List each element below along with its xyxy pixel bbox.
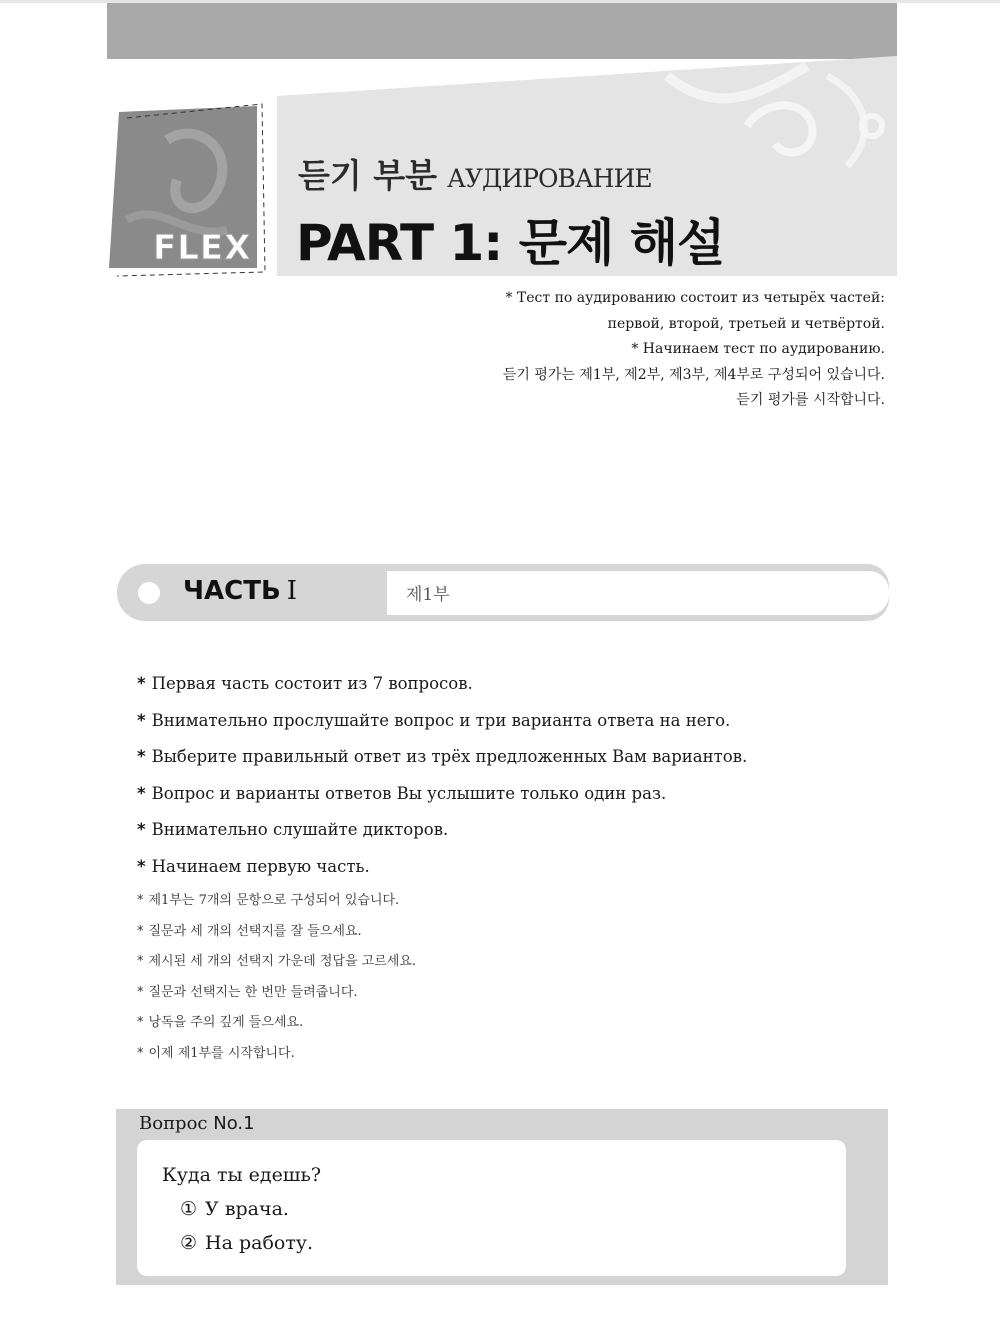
asterisk-icon: * xyxy=(137,954,144,970)
asterisk-icon: * xyxy=(137,893,144,908)
question-label: Вопрос xyxy=(139,1113,208,1134)
option-marker-icon: ② xyxy=(180,1232,198,1254)
option-text: На работу. xyxy=(205,1232,314,1254)
list-item: * Начинаем первую часть. xyxy=(137,856,370,876)
asterisk-icon: * xyxy=(137,1045,144,1061)
asterisk-icon: * xyxy=(137,984,144,1000)
option-marker-icon: ① xyxy=(180,1198,198,1220)
asterisk-icon: * xyxy=(137,923,144,939)
asterisk-icon: * xyxy=(137,856,146,876)
answer-option-1 xyxy=(180,1198,289,1220)
list-item: * 제1부는 7개의 문항으로 구성되어 있습니다. xyxy=(137,893,400,908)
answer-option-2 xyxy=(180,1232,313,1254)
intro-line: 듣기 평가를 시작합니다. xyxy=(736,392,885,408)
list-item: * Внимательно прослушайте вопрос и три варианта ответа на него. xyxy=(137,710,731,730)
section-korean-label: 제1부 xyxy=(406,585,450,605)
asterisk-icon: * xyxy=(137,674,146,693)
list-item: * 제시된 세 개의 선택지 가운데 정답을 고르세요. xyxy=(137,954,417,970)
section-subtitle xyxy=(298,150,652,197)
section-tab xyxy=(387,571,889,615)
subtitle-russian: АУДИРОВАНИЕ xyxy=(447,164,652,193)
header-band xyxy=(107,3,897,59)
list-item: * 질문과 세 개의 선택지를 잘 들으세요. xyxy=(137,923,362,939)
section-label: ЧАСТЬ xyxy=(183,576,281,606)
asterisk-icon: * xyxy=(137,783,146,803)
asterisk-icon: * xyxy=(137,710,146,730)
subtitle-korean: 듣기 부분 xyxy=(298,156,438,195)
asterisk-icon: * xyxy=(137,820,146,839)
question-header xyxy=(139,1113,255,1134)
page-title: PART 1: 문제 해설 xyxy=(296,214,725,272)
list-item: * Внимательно слушайте дикторов. xyxy=(137,820,449,839)
intro-line: 듣기 평가는 제1부, 제2부, 제3부, 제4부로 구성되어 있습니다. xyxy=(502,366,885,383)
list-item: * 질문과 선택지는 한 번만 들려줍니다. xyxy=(137,984,358,1000)
section-roman-numeral: I xyxy=(286,576,298,606)
list-item: * 이제 제1부를 시작합니다. xyxy=(137,1045,295,1061)
section-bullet-icon xyxy=(138,582,160,604)
intro-line: первой, второй, третьей и четвёртой. xyxy=(607,315,885,332)
option-text: У врача. xyxy=(205,1198,289,1220)
intro-line: * Начинаем тест по аудированию. xyxy=(631,341,885,357)
list-item: * Вопрос и варианты ответов Вы услышите только один раз. xyxy=(137,783,667,803)
flex-logo-text: FLEX xyxy=(153,228,252,268)
intro-text xyxy=(325,286,885,414)
list-item: * 낭독을 주의 깊게 들으세요. xyxy=(137,1015,304,1031)
list-item: * Выберите правильный ответ из трёх предложенных Вам вариантов. xyxy=(137,747,748,766)
section-title xyxy=(183,576,297,606)
list-item: * Первая часть состоит из 7 вопросов. xyxy=(137,674,473,693)
asterisk-icon: * xyxy=(137,747,146,766)
intro-line: * Тест по аудированию состоит из четырёх частей: xyxy=(505,290,885,306)
asterisk-icon: * xyxy=(137,1015,144,1031)
instructions-list xyxy=(137,671,897,1074)
question-text: Куда ты едешь? xyxy=(162,1164,322,1186)
question-number: No.1 xyxy=(213,1113,255,1134)
